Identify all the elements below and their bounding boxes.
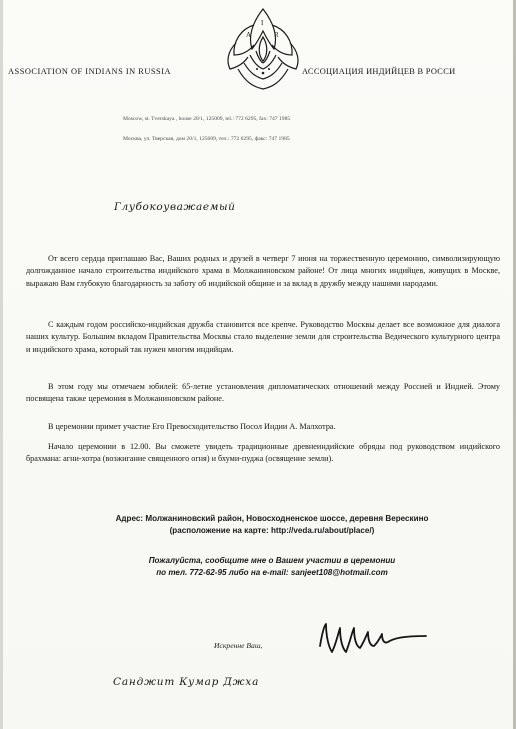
rsvp-request: Пожалуйста, сообщите мне о Вашем участии в церемонии: [148, 556, 396, 565]
venue-line: Адрес: Молжаниновский район, Новосходненское шоссе, деревня Верескино: [115, 514, 429, 523]
venue-address: [62, 513, 482, 537]
org-name-en: ASSOCIATION OF INDIANS IN RUSSIA: [8, 67, 172, 76]
address-ru: Москва, ул. Тверская, дом 20/1, 125009, тел.: 772 6295, факс: 747 1985: [123, 136, 290, 142]
paragraph-ambassador: В церемонии примет участие Его Превосходительство Посол Индии А. Малхотра.: [48, 422, 336, 431]
logo-letter-i: I: [261, 19, 264, 27]
logo-letter-a: A: [246, 31, 252, 39]
paragraph-friendship: С каждым годом российско-индийская дружба становится все крепче. Руководство Москвы делает все возможное для диалога наших культур. Большим вкладом Правительства Москвы стало выделение земли для строительства Ведического культурного центра и индийского храма, который так нужен многим индийцам.: [26, 320, 500, 354]
rsvp-note: [62, 555, 482, 579]
venue-map-link[interactable]: (расположение на карте: http://veda.ru/about/place/): [169, 526, 375, 535]
address-en: Moscow, st. Tverskaya , house 20/1, 125009, tel.: 772 6295, fax: 747 1985: [123, 116, 291, 122]
signer-name: Санджит Кумар Джха: [113, 676, 260, 688]
lotus-logo-icon: [224, 3, 302, 95]
salutation: Глубокоуважаемый: [114, 201, 236, 213]
paragraph-invitation: От всего сердца приглашаю Вас, Ваших родных и друзей в четверг 7 июня на торжественную церемонию, символизирующую долгожданное начало строительства индийского храма в Молжаниновском районе! От лица многих индийцев, живущих в Москве, выражаю Вам глубокую благодарность за заботу об индийской общине и за вклад в дружбу между нашими народами.: [26, 254, 500, 288]
rsvp-contact[interactable]: по тел. 772-62-95 либо на e-mail: sanjeet108@hotmail.com: [156, 568, 388, 577]
org-name-ru: АССОЦИАЦИЯ ИНДИЙЦЕВ В РОССИ: [302, 67, 456, 76]
paragraph-anniversary: В этом году мы отмечаем юбилей: 65-летие установления дипломатических отношений между Россией и Индией. Этому посвящена также церемония в Молжаниновском районе.: [26, 382, 500, 404]
paragraph-ceremony-time: Начало церемонии в 12.00. Вы сможете увидеть традиционные древнеиндийские обряды под руководством индийского брахмана: агни-хотра (возжигание священного огня) и бхуми-пуджа (освящение земли).: [26, 442, 500, 464]
scan-edge-left: [0, 0, 3, 729]
handwritten-signature-icon: [314, 616, 434, 668]
logo-letter-r: R: [274, 31, 279, 39]
closing: Искренне Ваш,: [214, 641, 263, 650]
